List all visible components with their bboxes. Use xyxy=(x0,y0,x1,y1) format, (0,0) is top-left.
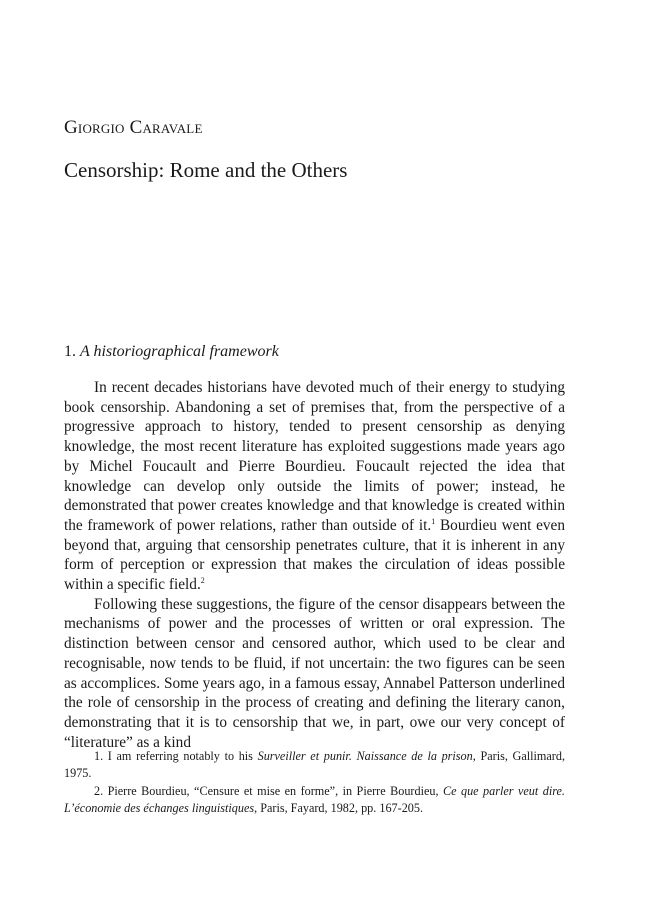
footnote-2 xyxy=(64,783,565,818)
footnote-text: 2. Pierre Bourdieu, “Censure et mise en forme”, in Pierre Bourdieu, xyxy=(94,783,443,798)
body-text xyxy=(64,378,565,752)
footnote-ref-2[interactable]: 2 xyxy=(200,576,205,586)
footnote-title: Ce que parler veut dire. L’économie des échanges linguistiques xyxy=(64,783,565,816)
footnotes xyxy=(64,748,565,818)
paragraph xyxy=(64,378,565,595)
article-title: Censorship: Rome and the Others xyxy=(64,158,348,182)
footnote-1 xyxy=(64,748,565,783)
paragraph-text: Bourdieu went even beyond that, arguing that censorship penetrates culture, that it is inherent in any form of perception or expression that makes the circulation of ideas possible within a specific field. xyxy=(64,516,565,594)
footnote-text: , Paris, Fayard, 1982, pp. 167-205. xyxy=(254,801,424,816)
paragraph-text: Following these suggestions, the figure of the censor disappears between the mechanisms of power and the processes of written or oral expression. The distinction between censor and censored author, which used to be clear and recognisable, now tends to be fluid, if not uncertain: the two figures can be seen as accomplices. Some years ago, in a famous essay, Annabel Patterson underlined the role of censorship in the process of creating and defining the literary canon, demonstrating that it is to censorship that we, in part, owe our very concept of “literature” as a kind xyxy=(64,595,565,751)
paragraph-text: In recent decades historians have devoted much of their energy to studying book censorship. Abandoning a set of premises that, from the perspective of a progressive approach to history, tended to present censorship as denying knowledge, the most recent literature has exploited suggestions made years ago by Michel Foucault and Pierre Bourdieu. Foucault rejected the idea that knowledge can develop only outside the limits of power; instead, he demonstrated that power creates knowledge and that knowledge is created within the framework of power relations, rather than outside of it. xyxy=(64,379,565,534)
footnote-ref-1[interactable]: 1 xyxy=(431,516,436,526)
paragraph xyxy=(64,595,565,753)
author-name: Giorgio Caravale xyxy=(64,117,203,138)
footnote-title: Surveiller et punir. Naissance de la prison xyxy=(257,749,473,763)
footnote-text: 1. I am referring notably to his xyxy=(94,749,258,763)
section-number: 1. xyxy=(64,343,76,360)
section-heading xyxy=(64,343,279,361)
footnote-text: , Paris, Gallimard, 1975. xyxy=(64,749,565,781)
section-title: A historiographical framework xyxy=(80,343,279,360)
